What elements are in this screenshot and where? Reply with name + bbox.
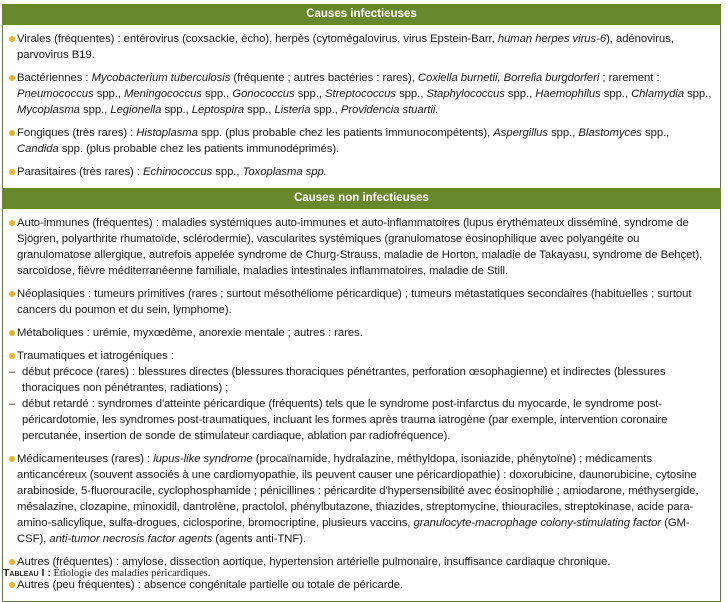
list-item bbox=[9, 451, 712, 547]
list-item bbox=[9, 31, 712, 63]
item-label: Auto-immunes (fréquentes) : bbox=[17, 217, 162, 229]
list-item bbox=[9, 164, 712, 180]
italic-term: lupus-like syndrome bbox=[153, 453, 253, 465]
italic-term: granulocyte-macrophage colony-stimulating factor bbox=[413, 517, 662, 529]
item-text: amylose, dissection aortique, hypertension artérielle pulmonaire, insuffisance cardiaque chronique. bbox=[122, 556, 611, 568]
item-text: spp. (plus probable chez les patients immunodéprimés). bbox=[58, 143, 340, 155]
italic-term: Streptococcus bbox=[325, 88, 396, 100]
italic-term: Pneumococcus bbox=[17, 88, 94, 100]
item-label: Traumatiques et iatrogéniques : bbox=[17, 350, 174, 362]
item-text: spp., bbox=[244, 104, 275, 116]
item-label: Métaboliques : bbox=[17, 327, 93, 339]
bullet-icon bbox=[9, 559, 15, 565]
list-item bbox=[9, 215, 712, 279]
item-text: spp., bbox=[684, 88, 712, 100]
sub-item bbox=[9, 396, 712, 444]
bullet-icon bbox=[9, 75, 15, 81]
italic-term: human herpes virus-6 bbox=[497, 33, 607, 45]
bullet-icon bbox=[9, 291, 15, 297]
italic-term: anti-tumor necrosis factor agents bbox=[49, 533, 213, 545]
item-label: Médicamenteuses (rares) : bbox=[17, 453, 154, 465]
italic-term: Candida bbox=[17, 143, 59, 155]
section-body bbox=[3, 209, 720, 601]
italic-term: Toxoplasma spp. bbox=[242, 166, 327, 178]
bullet-icon bbox=[9, 330, 15, 336]
bullet-icon bbox=[9, 353, 15, 359]
italic-term: Histoplasma bbox=[136, 127, 198, 139]
item-text: spp., bbox=[201, 88, 233, 100]
bullet-icon bbox=[9, 36, 15, 42]
italic-term: Staphylococcus bbox=[426, 88, 505, 100]
item-label: Fongiques (très rares) : bbox=[17, 127, 137, 139]
sub-item-text: début retardé : syndromes d'atteinte péricardique (fréquents) tels que le syndrome post-infarctus du myocarde, le syndrome post-péricardotomie, les syndromes post-traumatiques, incluant les formes après trauma iatrogène (par exemple, intervention coronaire percutanée, insertion de sonde de stimulateur cardiaque, ablation par radiofréquence). bbox=[22, 398, 668, 442]
item-text: ; rarement : bbox=[599, 72, 660, 84]
item-text: spp., bbox=[212, 166, 243, 178]
item-text: ), adénovirus, parvovirus B19. bbox=[17, 33, 674, 61]
item-text: maladies systémiques auto-immunes et auto-inflammatoires (lupus érythémateux disséminé, syndrome de Sjögren, polyarthrite rhumatoïde, sclérodermie), vascularites systémiques (granulomatose éosinophilique avec polyangéite ou granulomatose allergique, autrefois appelée syndrome de Churg-Strauss, maladie de Horton, maladie de Takayasu, syndrome de Behçet), sarcoïdose, fièvre méditerranéenne familiale, maladies intestinales inflammatoires, maladie de Still. bbox=[17, 217, 703, 277]
item-text: (GM-CSF), bbox=[17, 517, 690, 545]
item-text: spp., bbox=[79, 104, 111, 116]
italic-term: Listeria bbox=[274, 104, 311, 116]
item-text: spp., bbox=[504, 88, 536, 100]
bullet-icon bbox=[9, 220, 15, 226]
item-text: spp., bbox=[93, 88, 125, 100]
item-text: spp., bbox=[600, 88, 632, 100]
item-text: spp., bbox=[161, 104, 192, 116]
item-text: spp., bbox=[641, 127, 670, 139]
caption-text: Étiologie des maladies péricardiques. bbox=[50, 568, 211, 579]
section-header: Causes non infectieuses bbox=[2, 188, 721, 209]
caption-label: Tableau I : bbox=[3, 567, 51, 579]
list-item bbox=[9, 348, 712, 444]
item-text: spp., bbox=[294, 88, 326, 100]
etiology-table bbox=[2, 4, 721, 602]
item-label: Bactériennes : bbox=[17, 72, 92, 84]
italic-term: Coxiella burnetii, Borrelia burgdorferi bbox=[417, 72, 600, 84]
italic-term: Providencia stuartii. bbox=[340, 104, 439, 116]
dash-icon: – bbox=[9, 366, 16, 378]
bullet-icon bbox=[9, 169, 15, 175]
sub-item bbox=[9, 364, 712, 396]
list-item bbox=[9, 577, 712, 593]
item-text: (fréquente ; autres bactéries : rares), bbox=[230, 72, 418, 84]
item-label: Parasitaires (très rares) : bbox=[17, 166, 144, 178]
italic-term: Legionella bbox=[110, 104, 162, 116]
italic-term: Gonococcus bbox=[232, 88, 295, 100]
item-text: (procaïnamide, hydralazine, méthyldopa, isoniazide, phénytoïne) ; médicaments anticancéreux (souvent associés à une cardiomyopathie, ils peuvent causer une péricardiopathie) : doxorubicine, daunorubicine, cytosine arabinoside, 5-fluorouracile, cyclophosphamide ; pénicillines : péricardite d'hypersensibilité avec éosinophilie ; amiodarone, méthysergide, mésalazine, clozapine, minoxidil, dantrolène, practolol, phénylbutazone, thiazides, streptomycine, thiouraciles, streptokinase, acide para-amino-salicylique, sulfa-drogues, ciclosporine, bromocriptine, plusieurs vaccins, bbox=[17, 453, 699, 529]
section-body bbox=[3, 25, 720, 188]
item-text: tumeurs primitives (rares ; surtout mésothéliome péricardique) ; tumeurs métastatiques secondaires (habituelles ; surtout cancers du poumon et du sein, lymphome). bbox=[17, 288, 692, 316]
item-text: spp. (plus probable chez les patients immunocompétents), bbox=[197, 127, 494, 139]
list-item bbox=[9, 286, 712, 318]
bullet-icon bbox=[9, 456, 15, 462]
section-header: Causes infectieuses bbox=[2, 4, 721, 25]
item-text: spp., bbox=[310, 104, 341, 116]
italic-term: Echinococcus bbox=[143, 166, 213, 178]
italic-term: Blastomyces bbox=[578, 127, 642, 139]
italic-term: Chlamydia bbox=[631, 88, 684, 100]
dash-icon: – bbox=[9, 398, 16, 410]
list-item bbox=[9, 125, 712, 157]
bullet-icon bbox=[9, 582, 15, 588]
item-text: spp., bbox=[548, 127, 579, 139]
item-label: Autres (fréquentes) : bbox=[17, 556, 123, 568]
item-text: spp., bbox=[395, 88, 427, 100]
item-text: (agents anti-TNF). bbox=[212, 533, 307, 545]
italic-term: Leptospira bbox=[191, 104, 245, 116]
bullet-icon bbox=[9, 130, 15, 136]
italic-term: Meningococcus bbox=[124, 88, 202, 100]
item-text: entérovirus (coxsackie, écho), herpès (cytomégalovirus, virus Epstein-Barr, bbox=[123, 33, 498, 45]
table-caption bbox=[3, 567, 210, 579]
item-text: urémie, myxœdème, anorexie mentale ; autres : rares. bbox=[92, 327, 363, 339]
item-label: Néoplasiques : bbox=[17, 288, 95, 300]
italic-term: Haemophilus bbox=[535, 88, 601, 100]
item-label: Virales (fréquentes) : bbox=[17, 33, 124, 45]
item-text: absence congénitale partielle ou totale de péricarde. bbox=[143, 579, 404, 591]
item-label: Autres (peu fréquentes) : bbox=[17, 579, 144, 591]
list-item bbox=[9, 70, 712, 118]
section-non-infectious bbox=[3, 188, 720, 601]
list-item bbox=[9, 325, 712, 341]
italic-term: Mycobacterium tuberculosis bbox=[91, 72, 231, 84]
italic-term: Mycoplasma bbox=[17, 104, 80, 116]
italic-term: Aspergillus bbox=[493, 127, 548, 139]
sub-item-text: début précoce (rares) : blessures directes (blessures thoraciques pénétrantes, perforation œsophagienne) et indirectes (blessures thoraciques non pénétrantes, radiations) ; bbox=[22, 366, 666, 394]
section-infectious bbox=[3, 4, 720, 188]
